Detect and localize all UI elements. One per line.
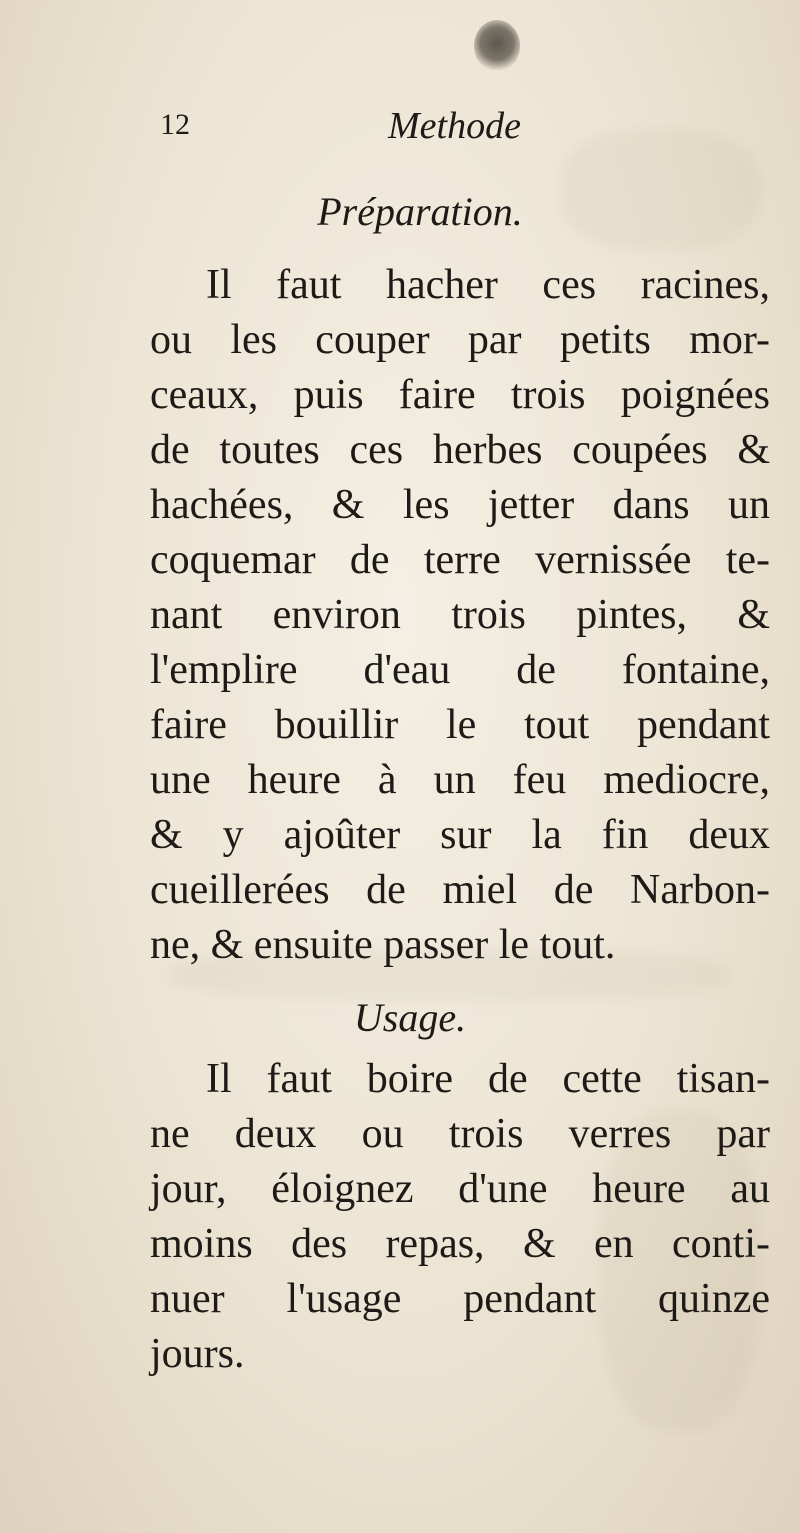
- running-head: [160, 105, 720, 158]
- text-line: de toutes ces herbes coupées &: [150, 427, 770, 473]
- text-line: Il faut boire de cette tisan-: [206, 1056, 770, 1102]
- text-line: nuer l'usage pendant quinze: [150, 1276, 770, 1322]
- text-line: & y ajoûter sur la fin deux: [150, 812, 770, 858]
- text-line: cueillerées de miel de Narbon-: [150, 867, 770, 913]
- text-line: l'emplire d'eau de fontaine,: [150, 647, 770, 693]
- section-title-preparation: Préparation.: [317, 189, 523, 234]
- text-line: coquemar de terre vernissée te-: [150, 537, 770, 583]
- text-line: ceaux, puis faire trois poignées: [150, 372, 770, 418]
- text-line: ou les couper par petits mor-: [150, 317, 770, 363]
- text-line: moins des repas, & en conti-: [150, 1221, 770, 1267]
- text-line: ne deux ou trois verres par: [150, 1111, 770, 1157]
- paragraph-usage: [150, 1052, 770, 1382]
- text-line: jour, éloignez d'une heure au: [150, 1166, 770, 1212]
- text-line: faire bouillir le tout pendant: [150, 702, 770, 748]
- text-line: ne, & ensuite passer le tout.: [150, 922, 616, 968]
- text-line: une heure à un feu mediocre,: [150, 757, 770, 803]
- paragraph-preparation: [150, 258, 770, 973]
- section-title-usage: Usage.: [353, 995, 467, 1040]
- running-title: Methode: [388, 105, 521, 147]
- ink-spot: [474, 20, 520, 72]
- page-number: 12: [160, 108, 190, 141]
- text-line: Il faut hacher ces racines,: [206, 262, 770, 308]
- text-line: hachées, & les jetter dans un: [150, 482, 770, 528]
- text-line: jours.: [150, 1331, 245, 1377]
- text-line: nant environ trois pintes, &: [150, 592, 770, 638]
